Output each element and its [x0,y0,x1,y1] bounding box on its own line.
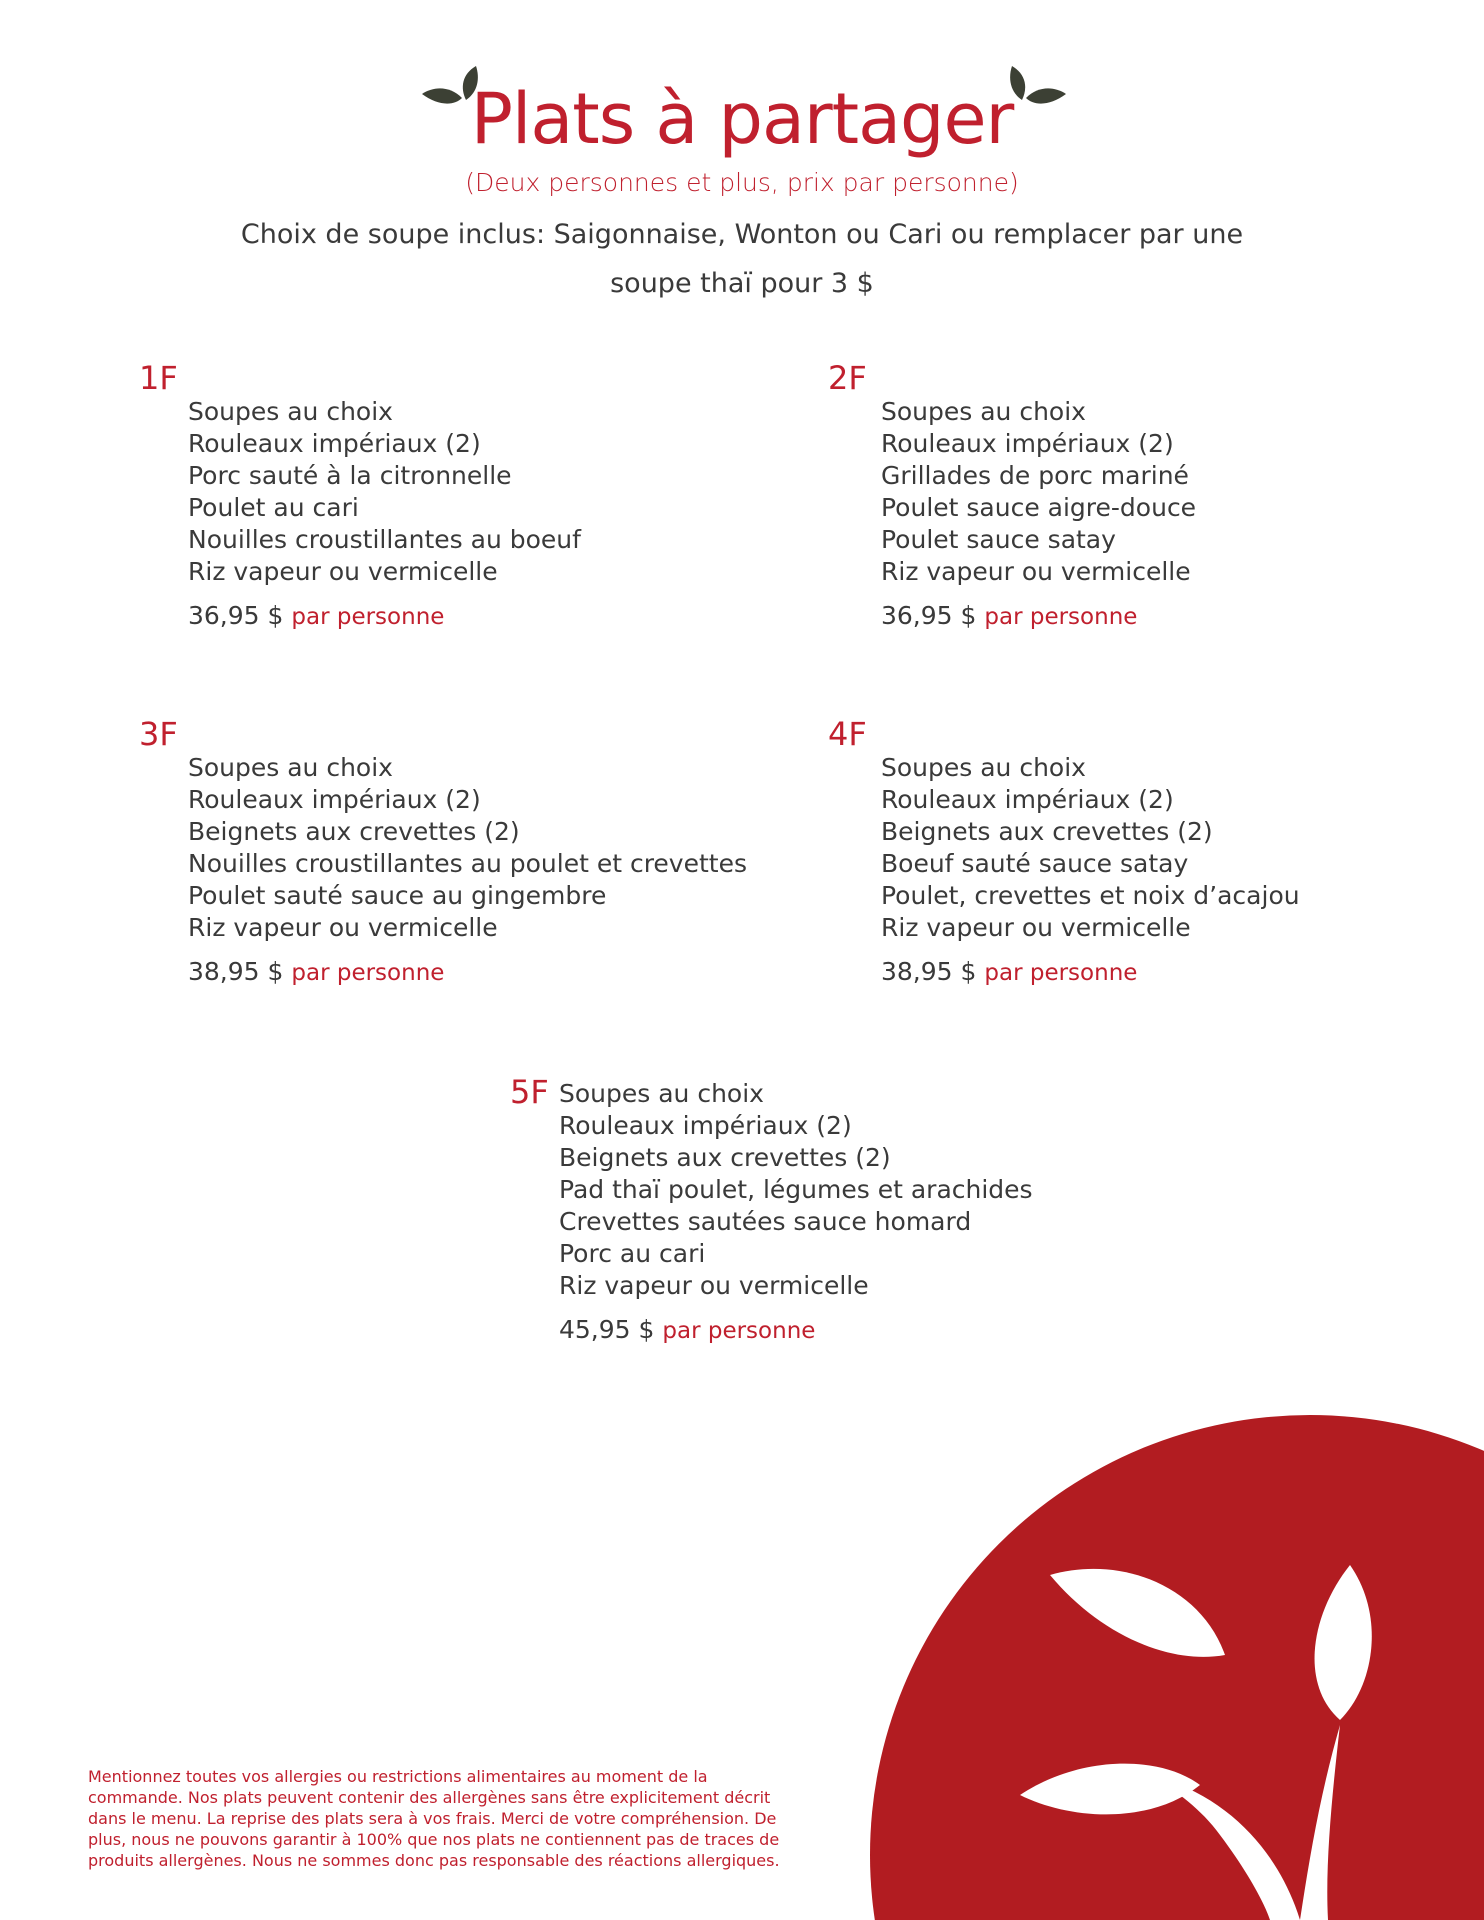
menu-items [188,396,581,588]
list-item: Porc au cari [559,1239,706,1268]
price: 38,95 $ [881,957,977,986]
per-person-label: par personne [291,960,445,986]
list-item: Pad thaï poulet, légumes et arachides [559,1175,1033,1204]
list-item: Riz vapeur ou vermicelle [188,557,498,586]
list-item: Beignets aux crevettes (2) [559,1143,891,1172]
price-line [881,956,1137,989]
list-item: Crevettes sautées sauce homard [559,1207,972,1236]
subtitle: (Deux personnes et plus, prix par personne) [465,168,1019,197]
list-item: Riz vapeur ou vermicelle [881,557,1191,586]
menu-code: 1F [139,359,178,397]
list-item: Riz vapeur ou vermicelle [881,913,1191,942]
price-line [188,600,444,633]
list-item: Soupes au choix [188,753,393,782]
per-person-label: par personne [662,1318,816,1344]
page-title: Plats à partager [470,78,1014,160]
list-item: Grillades de porc mariné [881,461,1189,490]
list-item: Rouleaux impériaux (2) [881,429,1174,458]
list-item: Nouilles croustillantes au boeuf [188,525,581,554]
menu-items [559,1078,1033,1302]
list-item: Poulet au cari [188,493,359,522]
list-item: Poulet sauté sauce au gingembre [188,881,607,910]
list-item: Soupes au choix [559,1079,764,1108]
list-item: Riz vapeur ou vermicelle [559,1271,869,1300]
list-item: Poulet sauce aigre-douce [881,493,1197,522]
price-line [188,956,444,989]
leaf-circle-logo [870,1415,1484,1920]
list-item: Porc sauté à la citronnelle [188,461,512,490]
list-item: Boeuf sauté sauce satay [881,849,1189,878]
menu-items [881,396,1196,588]
list-item: Soupes au choix [188,397,393,426]
list-item: Soupes au choix [881,753,1086,782]
list-item: Beignets aux crevettes (2) [188,817,520,846]
menu-items [188,752,747,944]
list-item: Riz vapeur ou vermicelle [188,913,498,942]
soup-intro: Choix de soupe inclus: Saigonnaise, Wonton ou Cari ou remplacer par une soupe thaï pour 3 $ [240,219,1244,299]
price: 36,95 $ [188,601,284,630]
list-item: Rouleaux impériaux (2) [188,785,481,814]
per-person-label: par personne [291,604,445,630]
list-item: Beignets aux crevettes (2) [881,817,1213,846]
list-item: Poulet, crevettes et noix d’acajou [881,881,1300,910]
per-person-label: par personne [984,604,1138,630]
menu-items [881,752,1300,944]
list-item: Rouleaux impériaux (2) [559,1111,852,1140]
list-item: Soupes au choix [881,397,1086,426]
menu-code: 5F [510,1073,549,1111]
price: 38,95 $ [188,957,284,986]
list-item: Rouleaux impériaux (2) [881,785,1174,814]
price-line [559,1314,815,1347]
per-person-label: par personne [984,960,1138,986]
menu-code: 2F [828,359,867,397]
list-item: Rouleaux impériaux (2) [188,429,481,458]
price: 36,95 $ [881,601,977,630]
list-item: Poulet sauce satay [881,525,1116,554]
menu-code: 3F [139,715,178,753]
menu-code: 4F [828,715,867,753]
allergy-notice: Mentionnez toutes vos allergies ou restrictions alimentaires au moment de la commande. Nos plats peuvent contenir des allergènes sans être explicitement décrit dans le menu. La reprise des plats sera à vos frais. Merci de votre compréhension. De plus, nous ne pouvons garantir à 100% que nos plats ne contiennent pas de traces de produits allergènes. Nous ne sommes donc pas responsable des réactions allergiques. [88,1767,780,1870]
price-line [881,600,1137,633]
price: 45,95 $ [559,1315,655,1344]
list-item: Nouilles croustillantes au poulet et crevettes [188,849,747,878]
